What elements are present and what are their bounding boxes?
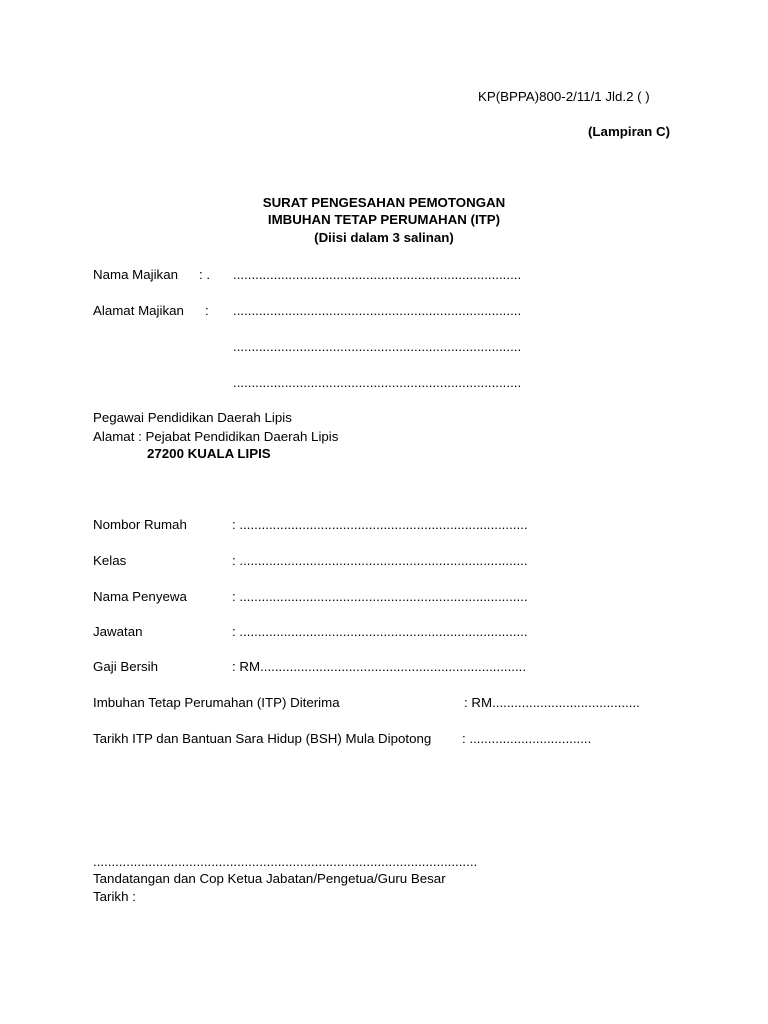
field-value-nombor-rumah: : .............................................................................. [232,517,528,532]
field-label-nama-penyewa: Nama Penyewa [93,589,187,604]
deduction-date-value: : ................................. [462,731,592,746]
field-value-kelas: : .............................................................................. [232,553,528,568]
recipient-line-3: 27200 KUALA LIPIS [147,446,271,461]
reference-number: KP(BPPA)800-2/11/1 Jld.2 ( ) [478,89,650,104]
employer-address-label: Alamat Majikan [93,303,184,318]
field-value-jawatan: : .............................................................................. [232,624,528,639]
title-line-1: SURAT PENGESAHAN PEMOTONGAN [262,195,506,210]
field-label-kelas: Kelas [93,553,127,568]
signature-dots: ........................................................................................................ [93,854,478,869]
employer-address-dots-2: .............................................................................. [233,339,522,354]
title-line-3: (Diisi dalam 3 salinan) [314,230,454,245]
employer-name-label: Nama Majikan [93,267,178,282]
signature-label: Tandatangan dan Cop Ketua Jabatan/Pengetua/Guru Besar [93,871,446,886]
field-value-nama-penyewa: : .............................................................................. [232,589,528,604]
recipient-line-2: Alamat : Pejabat Pendidikan Daerah Lipis [93,429,339,444]
itp-value: : RM........................................ [464,695,640,710]
employer-address-dots-1: .............................................................................. [233,303,522,318]
employer-name-colon: : . [199,267,211,282]
attachment-label: (Lampiran C) [588,124,671,139]
deduction-date-label: Tarikh ITP dan Bantuan Sara Hidup (BSH) Mula Dipotong [93,731,432,746]
signature-date-label: Tarikh : [93,889,136,904]
recipient-line-1: Pegawai Pendidikan Daerah Lipis [93,410,292,425]
employer-address-colon: : [205,303,209,318]
employer-name-dots: .............................................................................. [233,267,522,282]
title-line-2: IMBUHAN TETAP PERUMAHAN (ITP) [267,212,501,227]
itp-label: Imbuhan Tetap Perumahan (ITP) Diterima [93,695,340,710]
field-label-gaji-bersih: Gaji Bersih [93,659,159,674]
field-label-nombor-rumah: Nombor Rumah [93,517,187,532]
field-label-jawatan: Jawatan [93,624,143,639]
employer-address-dots-3: .............................................................................. [233,375,522,390]
field-value-gaji-bersih: : RM........................................................................ [232,659,527,674]
